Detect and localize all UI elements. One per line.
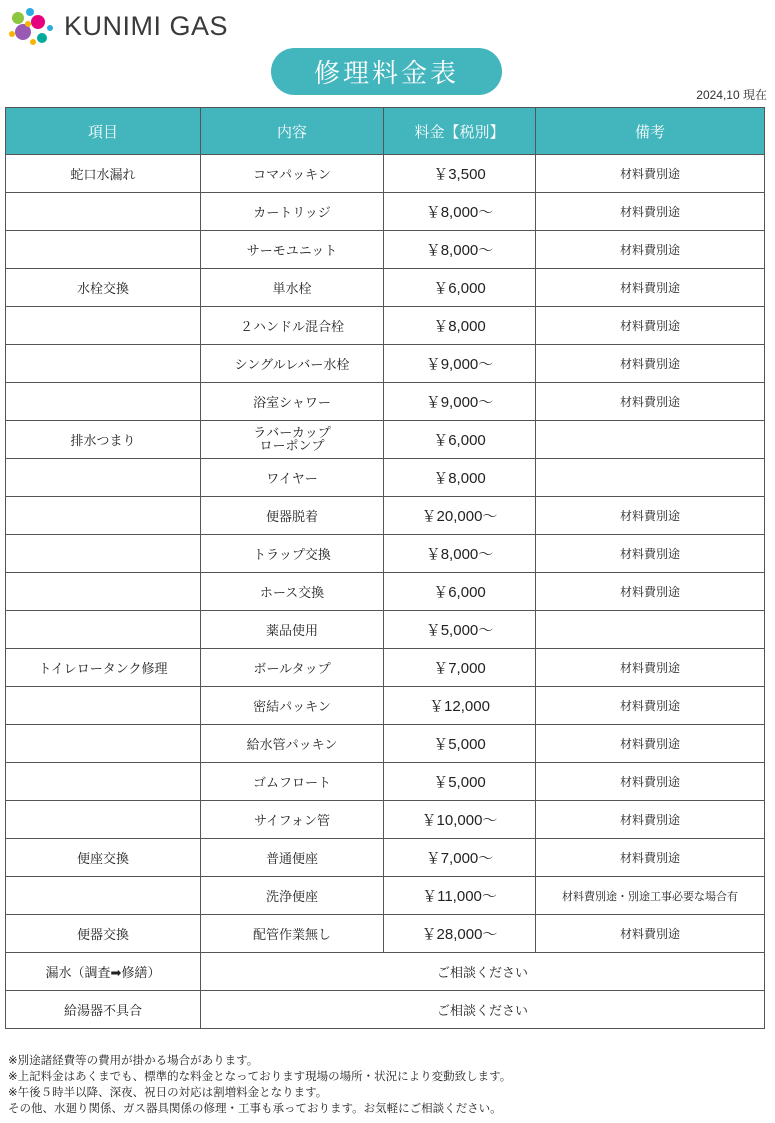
row-content-line: ローポンプ xyxy=(259,438,325,454)
row-content: ボールタップ xyxy=(201,649,384,687)
table-row xyxy=(6,573,765,611)
as-of-date: 2024,10 現在 xyxy=(696,88,767,102)
table-row xyxy=(6,649,765,687)
brand-name: KUNIMI GAS xyxy=(64,10,229,41)
row-content: カートリッジ xyxy=(201,193,384,231)
row-item xyxy=(6,231,201,269)
row-item xyxy=(6,763,201,801)
row-note: 材料費別途・別途工事必要な場合有 xyxy=(536,877,765,915)
table-row xyxy=(6,801,765,839)
footnote: その他、水廻り関係、ガス器具関係の修理・工事も承っております。お気軽にご相談ください。 xyxy=(8,1101,502,1115)
row-content: ホース交換 xyxy=(201,573,384,611)
row-content: 洗浄便座 xyxy=(201,877,384,915)
row-note: 材料費別途 xyxy=(536,649,765,687)
row-price: ￥11,000〜 xyxy=(384,877,536,915)
row-price: ￥8,000〜 xyxy=(384,535,536,573)
row-note: 材料費別途 xyxy=(536,573,765,611)
table-row-consult xyxy=(6,991,765,1029)
row-price: ￥8,000 xyxy=(384,459,536,497)
row-price: ￥9,000〜 xyxy=(384,383,536,421)
row-item: トイレロータンク修理 xyxy=(6,649,201,687)
row-item xyxy=(6,725,201,763)
row-item xyxy=(6,193,201,231)
row-item xyxy=(6,497,201,535)
table-row xyxy=(6,535,765,573)
row-consult-text: ご相談ください xyxy=(201,953,765,991)
row-item: 蛇口水漏れ xyxy=(6,155,201,193)
row-price: ￥3,500 xyxy=(384,155,536,193)
row-content: 普通便座 xyxy=(201,839,384,877)
row-content: トラップ交換 xyxy=(201,535,384,573)
row-note: 材料費別途 xyxy=(536,915,765,953)
header-price: 料金【税別】 xyxy=(384,108,536,155)
table-row xyxy=(6,383,765,421)
price-table xyxy=(5,107,765,1029)
row-content: 密結パッキン xyxy=(201,687,384,725)
row-content: ワイヤー xyxy=(201,459,384,497)
row-item: 排水つまり xyxy=(6,421,201,459)
row-price: ￥8,000〜 xyxy=(384,193,536,231)
row-price: ￥5,000 xyxy=(384,763,536,801)
row-item xyxy=(6,345,201,383)
table-row xyxy=(6,763,765,801)
footnote: ※午後５時半以降、深夜、祝日の対応は割増料金となります。 xyxy=(8,1085,328,1099)
table-row xyxy=(6,725,765,763)
row-price: ￥10,000〜 xyxy=(384,801,536,839)
row-price: ￥5,000 xyxy=(384,725,536,763)
row-note xyxy=(536,459,765,497)
row-note: 材料費別途 xyxy=(536,307,765,345)
row-content: 単水栓 xyxy=(201,269,384,307)
row-note: 材料費別途 xyxy=(536,839,765,877)
table-row xyxy=(6,915,765,953)
row-price: ￥9,000〜 xyxy=(384,345,536,383)
header-note: 備考 xyxy=(536,108,765,155)
table-row xyxy=(6,231,765,269)
row-price: ￥12,000 xyxy=(384,687,536,725)
row-price: ￥5,000〜 xyxy=(384,611,536,649)
row-content: シングルレバー水栓 xyxy=(201,345,384,383)
row-note: 材料費別途 xyxy=(536,231,765,269)
row-content: 便器脱着 xyxy=(201,497,384,535)
table-row xyxy=(6,877,765,915)
row-note xyxy=(536,611,765,649)
row-note: 材料費別途 xyxy=(536,801,765,839)
row-note: 材料費別途 xyxy=(536,269,765,307)
company-logo xyxy=(8,4,228,48)
page-title: 修理料金表 xyxy=(271,48,502,95)
row-consult-text: ご相談ください xyxy=(201,991,765,1029)
row-price: ￥7,000〜 xyxy=(384,839,536,877)
table-header-row xyxy=(6,108,765,155)
row-note: 材料費別途 xyxy=(536,763,765,801)
row-note: 材料費別途 xyxy=(536,535,765,573)
table-row xyxy=(6,307,765,345)
row-price: ￥20,000〜 xyxy=(384,497,536,535)
row-price: ￥8,000 xyxy=(384,307,536,345)
row-price: ￥6,000 xyxy=(384,269,536,307)
row-note: 材料費別途 xyxy=(536,725,765,763)
table-row xyxy=(6,155,765,193)
table-row xyxy=(6,269,765,307)
row-content: 浴室シャワー xyxy=(201,383,384,421)
row-price: ￥7,000 xyxy=(384,649,536,687)
row-content-line: ラバーカップ xyxy=(253,425,331,441)
table-row xyxy=(6,839,765,877)
header-content: 内容 xyxy=(201,108,384,155)
table-row xyxy=(6,459,765,497)
row-content: ゴムフロート xyxy=(201,763,384,801)
row-item xyxy=(6,383,201,421)
row-note: 材料費別途 xyxy=(536,193,765,231)
row-item xyxy=(6,459,201,497)
row-content: 給水管パッキン xyxy=(201,725,384,763)
row-item xyxy=(6,307,201,345)
row-item: 水栓交換 xyxy=(6,269,201,307)
row-content xyxy=(201,421,384,459)
row-note: 材料費別途 xyxy=(536,383,765,421)
table-row-consult xyxy=(6,953,765,991)
row-content: 薬品使用 xyxy=(201,611,384,649)
row-content: 配管作業無し xyxy=(201,915,384,953)
row-note: 材料費別途 xyxy=(536,497,765,535)
row-item: 便座交換 xyxy=(6,839,201,877)
table-row xyxy=(6,687,765,725)
row-item: 給湯器不具合 xyxy=(6,991,201,1029)
row-item xyxy=(6,535,201,573)
row-item xyxy=(6,801,201,839)
row-price: ￥6,000 xyxy=(384,573,536,611)
row-note: 材料費別途 xyxy=(536,345,765,383)
logo-dots-icon xyxy=(8,4,56,48)
row-content: コマパッキン xyxy=(201,155,384,193)
row-price: ￥28,000〜 xyxy=(384,915,536,953)
row-item: 漏水（調査➡修繕） xyxy=(6,953,201,991)
table-row xyxy=(6,345,765,383)
row-item xyxy=(6,611,201,649)
row-item xyxy=(6,877,201,915)
row-item xyxy=(6,573,201,611)
table-row xyxy=(6,421,765,459)
row-note: 材料費別途 xyxy=(536,687,765,725)
row-price: ￥6,000 xyxy=(384,421,536,459)
row-note xyxy=(536,421,765,459)
footnote: ※上記料金はあくまでも、標準的な料金となっております現場の場所・状況により変動致します。 xyxy=(8,1069,512,1083)
row-item: 便器交換 xyxy=(6,915,201,953)
footnotes xyxy=(8,1052,511,1116)
table-row xyxy=(6,611,765,649)
table-row xyxy=(6,497,765,535)
header-item: 項目 xyxy=(6,108,201,155)
footnote: ※別途諸経費等の費用が掛かる場合があります。 xyxy=(8,1053,259,1067)
row-content: ２ハンドル混合栓 xyxy=(201,307,384,345)
row-note: 材料費別途 xyxy=(536,155,765,193)
row-content: サイフォン管 xyxy=(201,801,384,839)
row-price: ￥8,000〜 xyxy=(384,231,536,269)
row-item xyxy=(6,687,201,725)
table-row xyxy=(6,193,765,231)
row-content: サーモユニット xyxy=(201,231,384,269)
table-body xyxy=(6,155,765,1029)
